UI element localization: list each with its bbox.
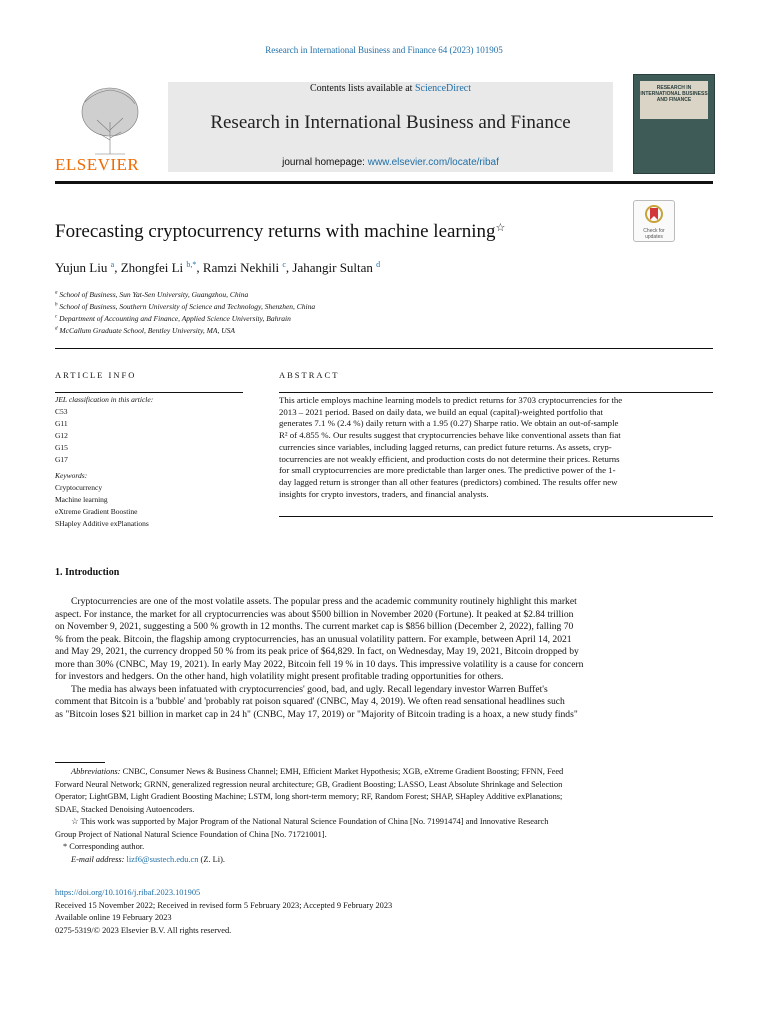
email-suffix: (Z. Li). <box>198 854 225 864</box>
email-label: E-mail address: <box>71 854 125 864</box>
intro-line: for investors and hedgers. On the other hand, high volatility might present profitable trading opportunities for others. <box>55 671 504 682</box>
title-footnote-mark[interactable]: ☆ <box>495 222 506 234</box>
abbrev-line: SDAE, Stacked Denoising Autoencoders. <box>55 804 195 814</box>
author-separator: , <box>114 260 121 275</box>
intro-line: comment that Bitcoin is a 'bubble' and 'probably rat poison squared' (CNBC, May 4, 2019). We often read sensational headlines such <box>55 696 565 707</box>
affiliation <box>55 290 248 299</box>
affiliations-divider <box>55 348 713 349</box>
affiliation-text: School of Business, Sun Yat-Sen University, Guangzhou, China <box>59 290 249 299</box>
author-affil-mark[interactable]: c <box>282 260 286 269</box>
affiliation <box>55 326 235 335</box>
abstract-line: for small cryptocurrencies are more predictable than larger ones. The predictive power of the 1- <box>279 465 616 476</box>
received-dates: Received 15 November 2022; Received in revised form 5 February 2023; Accepted 9 February 2023 <box>55 900 393 910</box>
abstract-bottom-rule <box>279 516 713 517</box>
available-online: Available online 19 February 2023 <box>55 913 172 923</box>
article-info-rule <box>55 392 243 393</box>
abstract-line: currencies since variables, including lagged returns, can predict future returns. As assets, cryp- <box>279 441 612 452</box>
jel-code: G15 <box>55 443 68 452</box>
affiliation-mark: d <box>55 326 58 332</box>
abbrev-line: Operator; LightGBM, Light Gradient Boosting Machine; LSTM, long short-term memory; RF, Random Forest; SHAP, SHapley Additive exPlanations; <box>55 792 563 801</box>
article-info-column <box>55 394 243 530</box>
author-name[interactable]: Zhongfei Li <box>120 260 184 275</box>
keywords-label: Keywords: <box>55 471 88 480</box>
abstract-line: This article employs machine learning models to predict returns for 3703 cryptocurrencies for the <box>279 395 623 405</box>
contents-prefix: Contents lists available at <box>309 83 415 94</box>
funding-line: ☆ This work was supported by Major Program of the National Natural Science Foundation of China [No. 71991474] and Innovative Research <box>71 817 549 826</box>
funding-line: Group Project of National Natural Science Foundation of China [No. 71721001]. <box>55 829 327 839</box>
abbrev-label: Abbreviations: <box>71 767 121 776</box>
abstract-body <box>279 395 713 500</box>
keyword: Machine learning <box>55 495 108 504</box>
article-info-heading: ARTICLE INFO <box>55 370 137 380</box>
intro-line: Cryptocurrencies are one of the most volatile assets. The popular press and the academic community routinely highlight this market <box>71 596 577 607</box>
abstract-line: generates 7.1 % (2.4 %) daily return with a 1.95 (0.27) Sharpe ratio. We obtain an out-of-sample <box>279 418 619 429</box>
affiliation-mark: c <box>55 314 58 320</box>
abstract-line: day lagged return is stronger than all other features (predictors) combined. The results offer new <box>279 476 618 487</box>
article-title <box>55 221 505 243</box>
abstract-line: R² of 4.855 %. Our results suggest that cryptocurrencies behave like conventional assets than fiat <box>279 430 621 441</box>
affiliation <box>55 314 291 323</box>
intro-line: more than 30% (CNBC, May 19, 2021). In early May 2022, Bitcoin fell 19 % in 10 days. This impressive volatility is a cause for concern <box>55 658 584 670</box>
email-line <box>55 854 713 867</box>
doi-link[interactable]: https://doi.org/10.1016/j.ribaf.2023.101905 <box>55 888 201 897</box>
abstract-rule <box>279 392 713 393</box>
abbrev-line <box>55 766 713 779</box>
affiliation-text: Department of Accounting and Finance, Applied Science University, Bahrain <box>59 314 291 323</box>
publication-info <box>55 887 713 938</box>
intro-line: as "Bitcoin loses $21 billion in market cap in 24 h" (CNBC, May 17, 2019) or "Majority of Bitcoin trading is a hoax, a new study finds" <box>55 708 578 720</box>
journal-cover-thumbnail[interactable] <box>633 74 715 174</box>
abbrev-line: Forward Neural Network; GRNN, generalized regression neural architecture; GB, Gradient Boosting; LASSO, Least Absolute Shrinkage and Selection <box>55 779 563 789</box>
journal-citation[interactable]: Research in International Business and Finance 64 (2023) 101905 <box>265 45 503 55</box>
email-link[interactable]: lizf6@sustech.edu.cn <box>126 854 199 864</box>
intro-line: aspect. For instance, the market for all cryptocurrencies was about $500 billion in November 2020 (Fortune). It peaked at $2.84 trillion <box>55 608 574 620</box>
jel-code: G11 <box>55 419 68 428</box>
affiliation-mark: a <box>55 290 58 296</box>
contents-line <box>168 83 613 94</box>
author-separator: , <box>285 260 293 275</box>
article-title-text: Forecasting cryptocurrency returns with machine learning <box>55 221 496 242</box>
author-affil-mark[interactable]: d <box>376 260 381 269</box>
journal-homepage-link[interactable]: www.elsevier.com/locate/ribaf <box>367 157 499 168</box>
abstract-line: tocurrencies are not weakly efficient, and production costs do not determine their prices. Returns <box>279 453 620 464</box>
author-affil-mark[interactable]: b,* <box>186 260 197 269</box>
copyright: 0275-5319/© 2023 Elsevier B.V. All rights reserved. <box>55 926 232 936</box>
abbreviations-footnote <box>55 766 713 866</box>
journal-title: Research in International Business and Finance <box>210 112 571 133</box>
abstract-line: 2013 – 2021 period. Based on daily data, we build an equal (capital)-weighted portfolio that <box>279 406 603 417</box>
elsevier-wordmark: ELSEVIER <box>55 155 140 174</box>
corresponding-author: * Corresponding author. <box>63 842 145 851</box>
affiliation <box>55 302 315 311</box>
section-heading: 1. Introduction <box>55 567 120 578</box>
keyword: Cryptocurrency <box>55 483 103 492</box>
check-updates-label: Check for updates <box>643 228 665 240</box>
author-name[interactable]: Jahangir Sultan <box>292 260 373 275</box>
abstract-line: insights for crypto investors, traders, and financial analysts. <box>279 488 489 499</box>
jel-code: G12 <box>55 431 68 440</box>
cover-title: RESEARCH IN INTERNATIONAL BUSINESS AND FINANCE <box>640 81 708 119</box>
jel-code: G17 <box>55 455 68 464</box>
author-separator: , <box>196 260 203 275</box>
author-affil-mark[interactable]: a <box>110 260 115 269</box>
sciencedirect-link[interactable]: ScienceDirect <box>414 83 472 94</box>
keyword: SHapley Additive exPlanations <box>55 519 149 528</box>
intro-line: on November 9, 2021, suggesting a 500 % growth in 12 months. The current market cap is $856 billion (December 2, 2022), falling 70 <box>55 621 574 632</box>
affiliation-text: McCallum Graduate School, Bentley University, MA, USA <box>59 326 235 335</box>
header-divider <box>55 181 713 184</box>
abbrev-text: CNBC, Consumer News & Business Channel; EMH, Efficient Market Hypothesis; XGB, eXtreme Gradient Boosting; FFNN, Feed <box>120 767 564 776</box>
abstract-heading: ABSTRACT <box>279 370 340 380</box>
homepage-prefix: journal homepage: <box>282 157 368 168</box>
author-name[interactable]: Ramzi Nekhili <box>202 260 280 275</box>
affiliation-text: School of Business, Southern University of Science and Technology, Shenzhen, China <box>59 302 316 311</box>
jel-label: JEL classification in this article: <box>55 395 154 404</box>
intro-line: The media has always been infatuated with cryptocurrencies' good, bad, and ugly. Recall legendary investor Warren Buffet's <box>71 683 548 695</box>
jel-code: C53 <box>55 407 68 416</box>
intro-line: % from the peak. Bitcoin, the flagship among cryptocurrencies, has an unusual volatility pattern. For example, between April 14, 2021 <box>55 633 572 645</box>
check-for-updates-badge[interactable] <box>633 200 675 242</box>
affiliation-mark: b <box>55 302 58 308</box>
bookmark-icon <box>644 204 664 226</box>
author-name[interactable]: Yujun Liu <box>55 260 108 275</box>
journal-homepage-line <box>168 157 613 168</box>
keyword: eXtreme Gradient Boostine <box>55 507 138 516</box>
author-list <box>55 260 380 276</box>
intro-body <box>55 596 713 721</box>
intro-line: and May 29, 2021, the currency dropped 50 % from its peak price of $64,829. In fact, on Wednesday, May 19, 2021, Bitcoin dropped by <box>55 646 579 657</box>
footnote-rule <box>55 762 105 763</box>
